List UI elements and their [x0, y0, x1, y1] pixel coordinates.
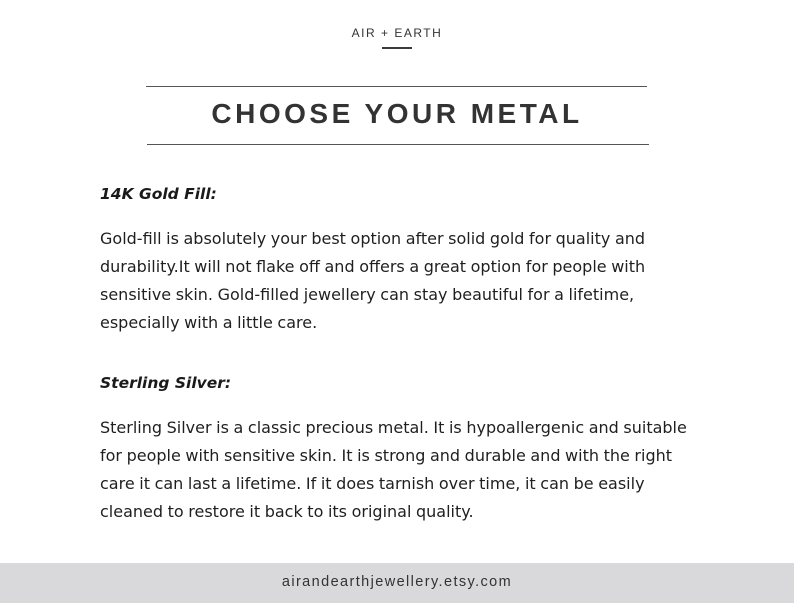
brand-underline-divider [382, 47, 412, 49]
sterling-silver-line: care it can last a lifetime. If it does tarnish over time, it can be easily [100, 474, 645, 493]
page-title: CHOOSE YOUR METAL [211, 98, 583, 129]
shop-url: airandearthjewellery.etsy.com [281, 574, 513, 590]
sterling-silver-description [100, 414, 740, 526]
gold-fill-line: durability.It will not flake off and offers a great option for people with [100, 257, 646, 276]
gold-fill-section [100, 183, 740, 337]
sterling-silver-section [100, 372, 740, 526]
title-top-rule [146, 86, 647, 87]
sterling-silver-heading: Sterling Silver: [100, 374, 232, 392]
sterling-silver-line: Sterling Silver is a classic precious metal. It is hypoallergenic and suitable [100, 418, 687, 437]
title-bottom-rule [147, 144, 649, 145]
sterling-silver-line: for people with sensitive skin. It is strong and durable and with the right [100, 446, 673, 465]
gold-fill-line: especially with a little care. [100, 313, 318, 332]
gold-fill-line: sensitive skin. Gold-filled jewellery can stay beautiful for a lifetime, [100, 285, 635, 304]
sterling-silver-line: cleaned to restore it back to its original quality. [100, 502, 474, 521]
footer-bar [0, 563, 794, 603]
gold-fill-heading: 14K Gold Fill: [100, 185, 217, 203]
brand-name: AIR + EARTH [351, 26, 443, 40]
gold-fill-description [100, 225, 740, 337]
gold-fill-line: Gold-fill is absolutely your best option after solid gold for quality and [100, 229, 646, 248]
